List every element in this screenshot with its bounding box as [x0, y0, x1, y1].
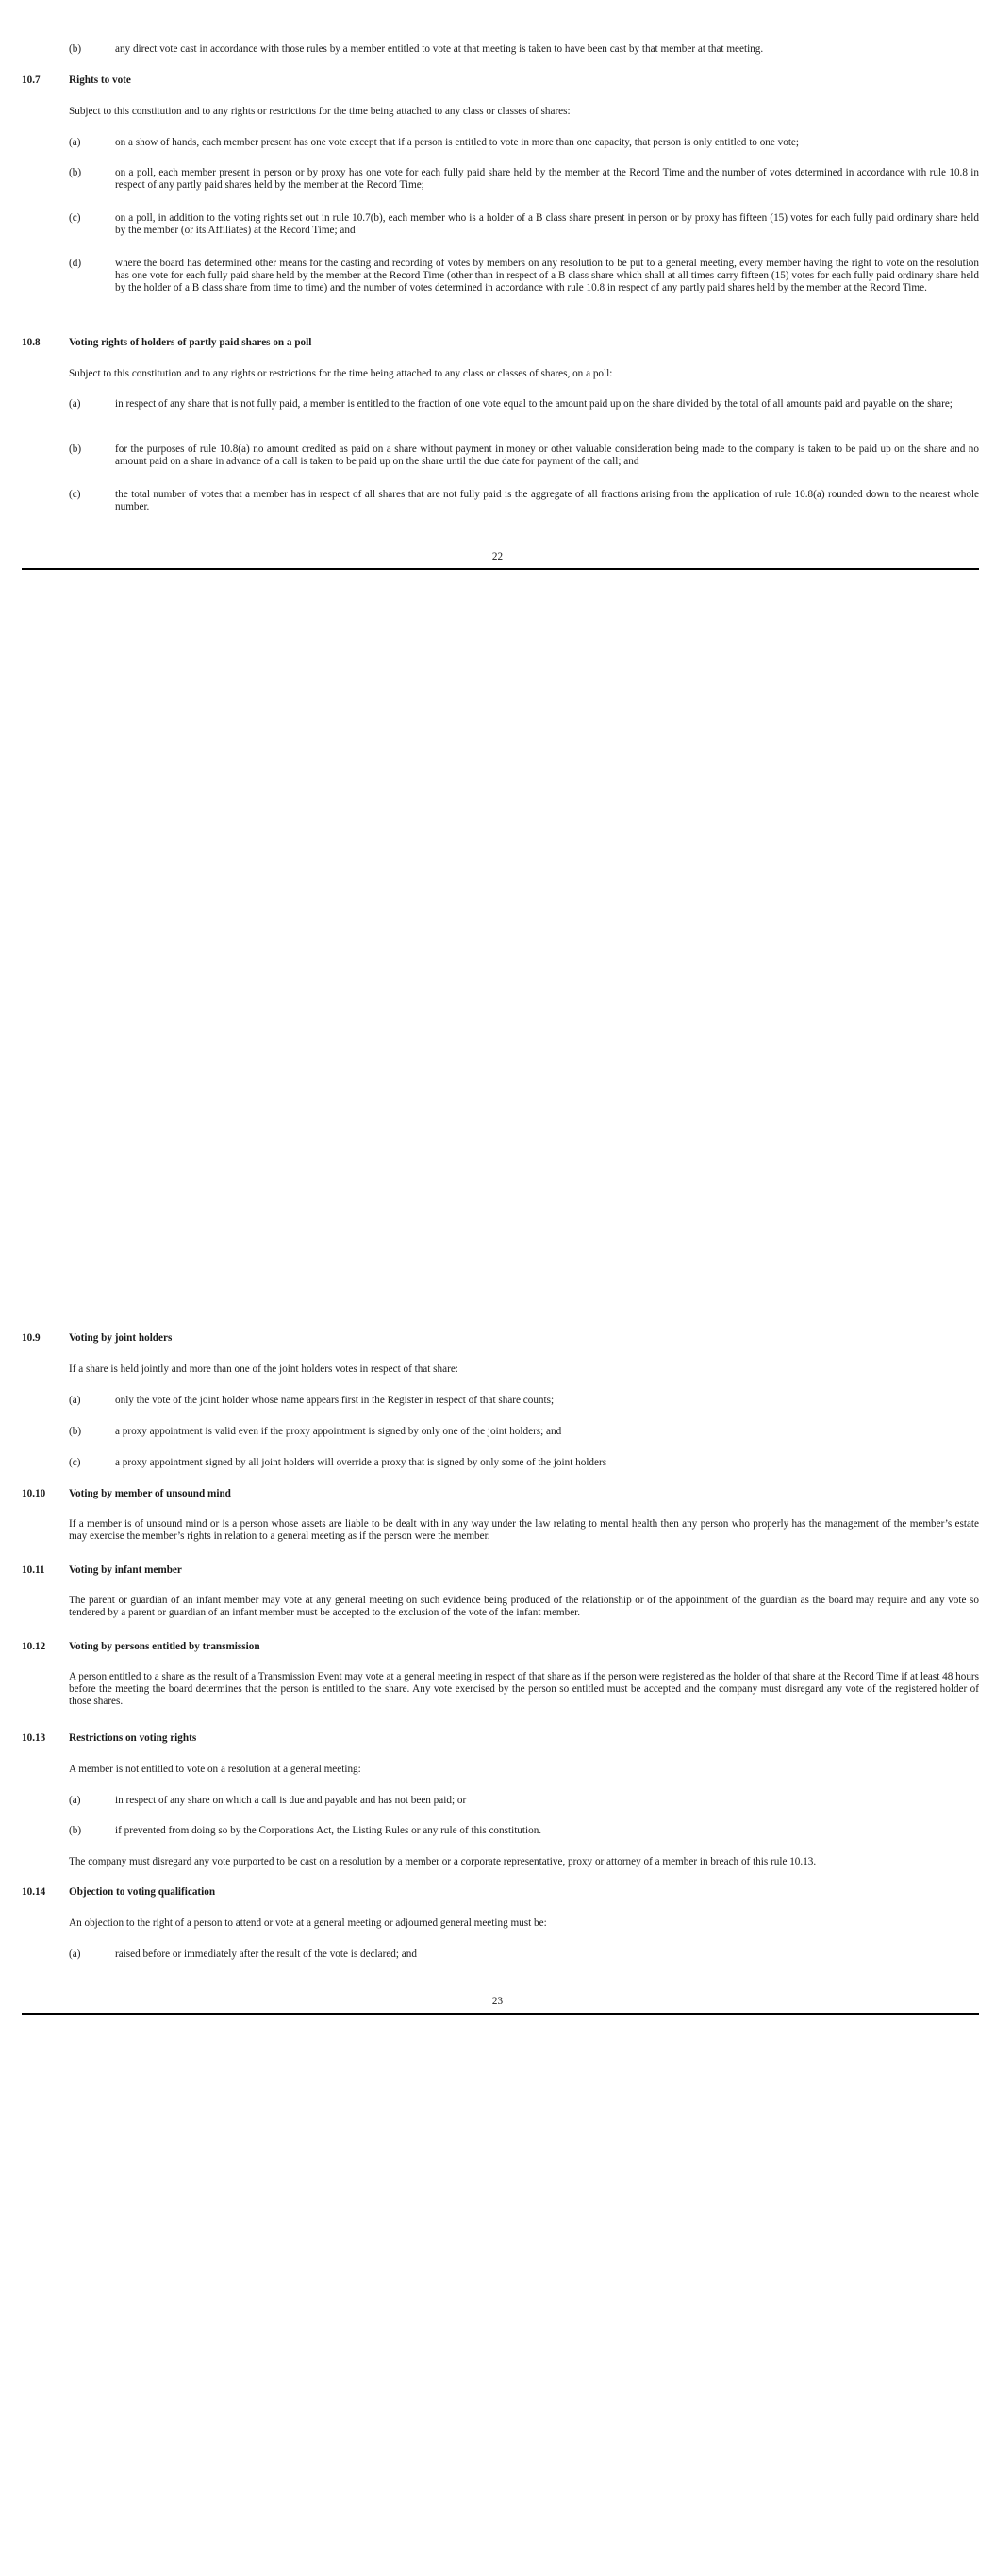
section-number: 10.14	[22, 1886, 46, 1898]
section-body: If a member is of unsound mind or is a person whose assets are liable to be dealt with in any way under the law relating to mental health then any person who properly has the management of the member’s estate may exercise the member’s rights in relation to a general meeting as if the person were the member.	[69, 1518, 979, 1542]
section-intro: If a share is held jointly and more than one of the joint holders votes in respect of that share:	[69, 1363, 458, 1375]
item-label: (b)	[69, 167, 82, 178]
section-closing: The company must disregard any vote purported to be cast on a resolution by a member or a corporate representative, proxy or attorney of a member in breach of this rule 10.13.	[69, 1856, 817, 1867]
item-label: (a)	[69, 1949, 81, 1960]
page-number: 22	[491, 551, 504, 562]
section-heading: Restrictions on voting rights	[69, 1732, 197, 1744]
item-label: (c)	[69, 212, 81, 224]
page-divider	[22, 568, 979, 570]
item-label: (a)	[69, 1795, 81, 1806]
section-number: 10.8	[22, 337, 41, 348]
item-label: (b)	[69, 43, 82, 55]
section-heading: Rights to vote	[69, 75, 131, 86]
section-number: 10.10	[22, 1488, 46, 1499]
item-label: (a)	[69, 1395, 81, 1406]
section-intro: Subject to this constitution and to any rights or restrictions for the time being attached to any class or classes of shares:	[69, 106, 571, 117]
item-text: in respect of any share on which a call is due and payable and has not been paid; or	[115, 1795, 467, 1806]
item-text: for the purposes of rule 10.8(a) no amount credited as paid on a share without payment in money or other valuable consideration being made to the company is taken to be paid up on the share and no amount paid on a share in advance of a call is taken to be paid up on the share until the due date for payment of the call; and	[115, 443, 979, 467]
item-text: any direct vote cast in accordance with those rules by a member entitled to vote at that meeting is taken to have been cast by that member at that meeting.	[115, 43, 764, 55]
item-text: on a poll, in addition to the voting rights set out in rule 10.7(b), each member who is a holder of a B class share present in person or by proxy has fifteen (15) votes for each fully paid ordinary share held by the member (or its Affiliates) at the Record Time; and	[115, 212, 979, 236]
item-text: the total number of votes that a member has in respect of all shares that are not fully paid is the aggregate of all fractions arising from the application of rule 10.8(a) rounded down to the nearest whole number.	[115, 489, 979, 512]
section-intro: An objection to the right of a person to attend or vote at a general meeting or adjourned general meeting must be:	[69, 1917, 547, 1929]
section-heading: Voting by persons entitled by transmission	[69, 1641, 260, 1652]
item-text: on a show of hands, each member present has one vote except that if a person is entitled to vote in more than one capacity, that person is only entitled to one vote;	[115, 137, 800, 148]
item-label: (b)	[69, 1825, 82, 1836]
section-intro: A member is not entitled to vote on a resolution at a general meeting:	[69, 1764, 361, 1775]
item-text: in respect of any share that is not fully paid, a member is entitled to the fraction of one vote equal to the amount paid up on the share divided by the total of all amounts paid and payable on the share;	[115, 398, 953, 410]
item-text: raised before or immediately after the result of the vote is declared; and	[115, 1949, 417, 1960]
section-heading: Voting by joint holders	[69, 1332, 173, 1344]
section-body: The parent or guardian of an infant member may vote at any general meeting on such evidence being produced of the relationship or of the appointment of the guardian as the board may require and any vote so tendered by a parent or guardian of an infant member must be accepted to the exclusion of the vote of the infant member.	[69, 1595, 979, 1618]
section-number: 10.11	[22, 1564, 45, 1576]
section-number: 10.12	[22, 1641, 46, 1652]
item-text: a proxy appointment is valid even if the proxy appointment is signed by only one of the joint holders; and	[115, 1426, 562, 1437]
item-text: on a poll, each member present in person or by proxy has one vote for each fully paid share held by the member at the Record Time and the number of votes determined in accordance with rule 10.8 in respect of any partly paid shares held by the member at the Record Time;	[115, 167, 979, 191]
item-text: a proxy appointment signed by all joint holders will override a proxy that is signed by only some of the joint holders	[115, 1457, 607, 1468]
item-label: (b)	[69, 1426, 82, 1437]
item-label: (c)	[69, 489, 81, 500]
section-heading: Objection to voting qualification	[69, 1886, 216, 1898]
section-number: 10.13	[22, 1732, 46, 1744]
section-number: 10.9	[22, 1332, 41, 1344]
item-text: if prevented from doing so by the Corporations Act, the Listing Rules or any rule of this constitution.	[115, 1825, 542, 1836]
section-heading: Voting by infant member	[69, 1564, 182, 1576]
item-label: (a)	[69, 398, 81, 410]
item-text: only the vote of the joint holder whose name appears first in the Register in respect of that share counts;	[115, 1395, 555, 1406]
item-label: (c)	[69, 1457, 81, 1468]
item-label: (a)	[69, 137, 81, 148]
section-body: A person entitled to a share as the result of a Transmission Event may vote at a general meeting in respect of that share as if the person were registered as the holder of that share at the Record Time if at least 48 hours before the meeting the board determines that the person is entitled to the share. Any vote exercised by the person so entitled must be accepted and the company must disregard any vote of the registered holder of those shares.	[69, 1671, 979, 1707]
page-divider	[22, 2013, 979, 2015]
page-number: 23	[491, 1996, 504, 2007]
section-number: 10.7	[22, 75, 41, 86]
item-label: (d)	[69, 258, 82, 269]
section-heading: Voting by member of unsound mind	[69, 1488, 231, 1499]
section-intro: Subject to this constitution and to any rights or restrictions for the time being attached to any class or classes of shares, on a poll:	[69, 368, 613, 379]
item-text: where the board has determined other means for the casting and recording of votes by members on any resolution to be put to a general meeting, every member having the right to vote on the resolution has one vote for each fully paid share held by the member at the Record Time (other than in respect of a B class share which shall at all times carry fifteen (15) votes for each fully paid ordinary share held by the holder of a B class share from time to time) and the number of votes determined in accordance with rule 10.8 in respect of any partly paid shares held by the member at the Record Time.	[115, 258, 979, 293]
item-label: (b)	[69, 443, 82, 455]
section-heading: Voting rights of holders of partly paid shares on a poll	[69, 337, 312, 348]
